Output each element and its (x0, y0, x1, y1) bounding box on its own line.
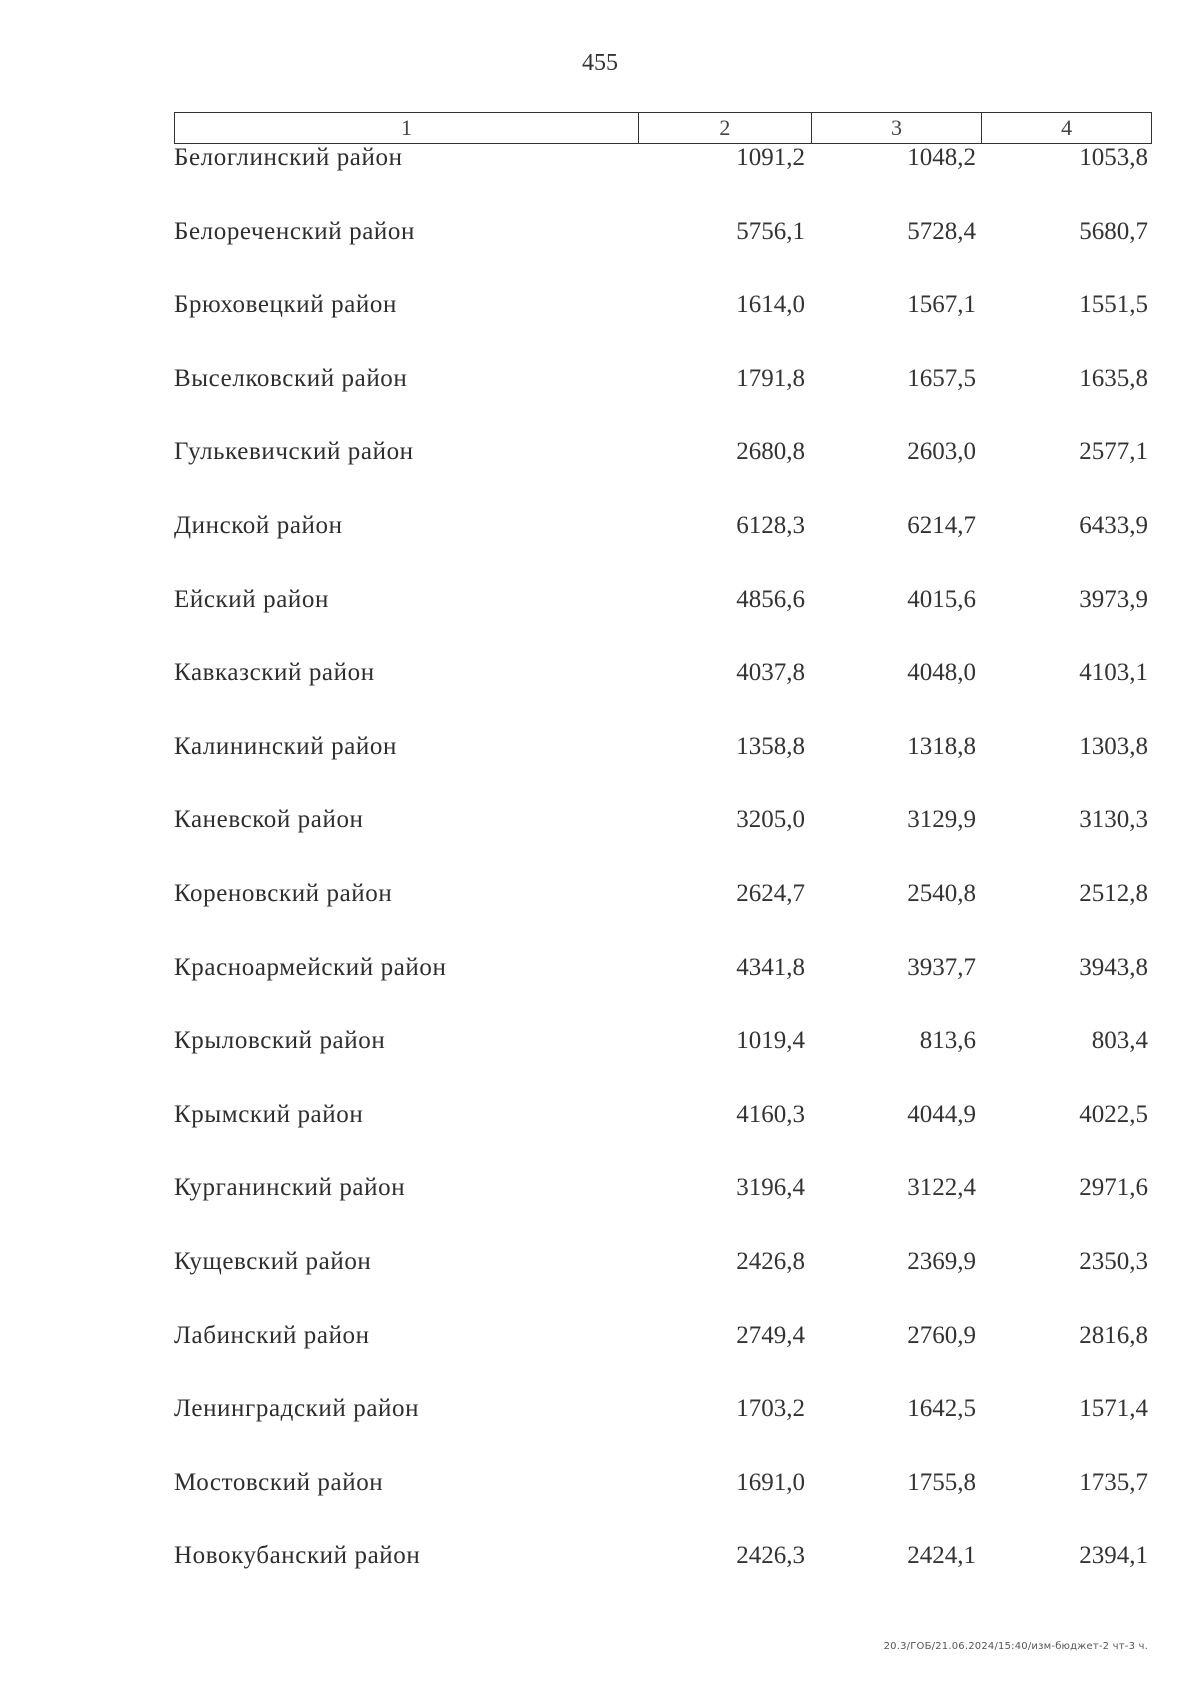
value-col-2: 4856,6 (736, 585, 805, 613)
value-col-2: 4160,3 (736, 1100, 805, 1128)
table-row (174, 1542, 1152, 1616)
district-name: Новокубанский район (174, 1542, 421, 1570)
value-col-4: 3943,8 (1079, 953, 1148, 981)
value-col-3: 2760,9 (907, 1321, 976, 1349)
value-col-4: 1551,5 (1079, 291, 1148, 319)
budget-table (174, 112, 1152, 1616)
district-name: Лабинский район (174, 1321, 370, 1349)
district-name: Белоглинский район (174, 144, 403, 171)
value-col-3: 2540,8 (907, 879, 976, 907)
value-col-2: 2624,7 (736, 879, 805, 907)
value-col-2: 1703,2 (736, 1395, 805, 1423)
value-col-4: 1635,8 (1079, 364, 1148, 392)
value-col-3: 1048,2 (907, 144, 976, 171)
column-header-3: 3 (811, 113, 982, 143)
table-row (174, 586, 1152, 660)
value-col-3: 6214,7 (907, 511, 976, 539)
value-col-2: 3196,4 (736, 1174, 805, 1202)
district-name: Ейский район (174, 585, 329, 613)
value-col-4: 1053,8 (1079, 144, 1148, 171)
document-footer-stamp: 20.3/ГОБ/21.06.2024/15:40/изм-бюджет-2 чт-3 ч. (883, 1641, 1148, 1652)
value-col-3: 1657,5 (907, 364, 976, 392)
value-col-4: 2512,8 (1079, 879, 1148, 907)
value-col-3: 3129,9 (907, 806, 976, 834)
column-header-2: 2 (638, 113, 811, 143)
district-name: Ленинградский район (174, 1395, 420, 1423)
table-row (174, 954, 1152, 1028)
value-col-4: 2577,1 (1079, 438, 1148, 466)
district-name: Кавказский район (174, 659, 375, 687)
table-row (174, 880, 1152, 954)
table-row (174, 806, 1152, 880)
table-row (174, 1248, 1152, 1322)
district-name: Гулькевичский район (174, 438, 414, 466)
value-col-4: 3130,3 (1079, 806, 1148, 834)
table-row (174, 144, 1152, 218)
table-row (174, 659, 1152, 733)
value-col-2: 1019,4 (736, 1027, 805, 1055)
value-col-2: 4037,8 (736, 659, 805, 687)
table-body (174, 144, 1152, 1616)
district-name: Крымский район (174, 1100, 364, 1128)
table-row (174, 1101, 1152, 1175)
value-col-4: 3973,9 (1079, 585, 1148, 613)
value-col-4: 1303,8 (1079, 732, 1148, 760)
value-col-2: 3205,0 (736, 806, 805, 834)
value-col-3: 1318,8 (907, 732, 976, 760)
district-name: Калининский район (174, 732, 397, 760)
page-number: 455 (582, 50, 618, 76)
table-row (174, 218, 1152, 292)
value-col-3: 1642,5 (907, 1395, 976, 1423)
value-col-3: 5728,4 (907, 217, 976, 245)
table-row (174, 291, 1152, 365)
table-row (174, 365, 1152, 439)
district-name: Курганинский район (174, 1174, 406, 1202)
value-col-4: 1735,7 (1079, 1468, 1148, 1496)
value-col-3: 813,6 (919, 1027, 976, 1055)
district-name: Брюховецкий район (174, 291, 397, 319)
value-col-3: 2424,1 (907, 1542, 976, 1570)
district-name: Красноармейский район (174, 953, 447, 981)
table-row (174, 1395, 1152, 1469)
value-col-3: 1567,1 (907, 291, 976, 319)
district-name: Выселковский район (174, 364, 408, 392)
value-col-3: 2369,9 (907, 1247, 976, 1275)
value-col-2: 2680,8 (736, 438, 805, 466)
value-col-2: 6128,3 (736, 511, 805, 539)
table-row (174, 1469, 1152, 1543)
value-col-4: 4103,1 (1079, 659, 1148, 687)
value-col-2: 4341,8 (736, 953, 805, 981)
value-col-3: 4048,0 (907, 659, 976, 687)
value-col-4: 5680,7 (1079, 217, 1148, 245)
value-col-3: 1755,8 (907, 1468, 976, 1496)
value-col-3: 4015,6 (907, 585, 976, 613)
table-row (174, 512, 1152, 586)
table-row (174, 1174, 1152, 1248)
district-name: Мостовский район (174, 1468, 384, 1496)
value-col-4: 1571,4 (1079, 1395, 1148, 1423)
value-col-2: 1091,2 (736, 144, 805, 171)
value-col-2: 5756,1 (736, 217, 805, 245)
district-name: Кущевский район (174, 1247, 372, 1275)
value-col-2: 2426,3 (736, 1542, 805, 1570)
value-col-2: 1691,0 (736, 1468, 805, 1496)
value-col-2: 2426,8 (736, 1247, 805, 1275)
value-col-4: 2816,8 (1079, 1321, 1148, 1349)
table-row (174, 438, 1152, 512)
table-row (174, 1027, 1152, 1101)
value-col-4: 6433,9 (1079, 511, 1148, 539)
district-name: Каневской район (174, 806, 364, 834)
district-name: Кореновский район (174, 879, 393, 907)
value-col-4: 2394,1 (1079, 1542, 1148, 1570)
district-name: Белореченский район (174, 217, 415, 245)
value-col-3: 3937,7 (907, 953, 976, 981)
value-col-2: 2749,4 (736, 1321, 805, 1349)
value-col-2: 1358,8 (736, 732, 805, 760)
value-col-4: 2350,3 (1079, 1247, 1148, 1275)
table-row (174, 1322, 1152, 1396)
table-header-row (174, 112, 1152, 144)
district-name: Динской район (174, 511, 343, 539)
column-header-1: 1 (401, 115, 413, 140)
value-col-3: 2603,0 (907, 438, 976, 466)
value-col-4: 803,4 (1091, 1027, 1148, 1055)
district-name: Крыловский район (174, 1027, 386, 1055)
value-col-4: 2971,6 (1079, 1174, 1148, 1202)
value-col-3: 3122,4 (907, 1174, 976, 1202)
value-col-4: 4022,5 (1079, 1100, 1148, 1128)
value-col-2: 1614,0 (736, 291, 805, 319)
column-header-4: 4 (981, 113, 1151, 143)
value-col-3: 4044,9 (907, 1100, 976, 1128)
table-row (174, 733, 1152, 807)
value-col-2: 1791,8 (736, 364, 805, 392)
